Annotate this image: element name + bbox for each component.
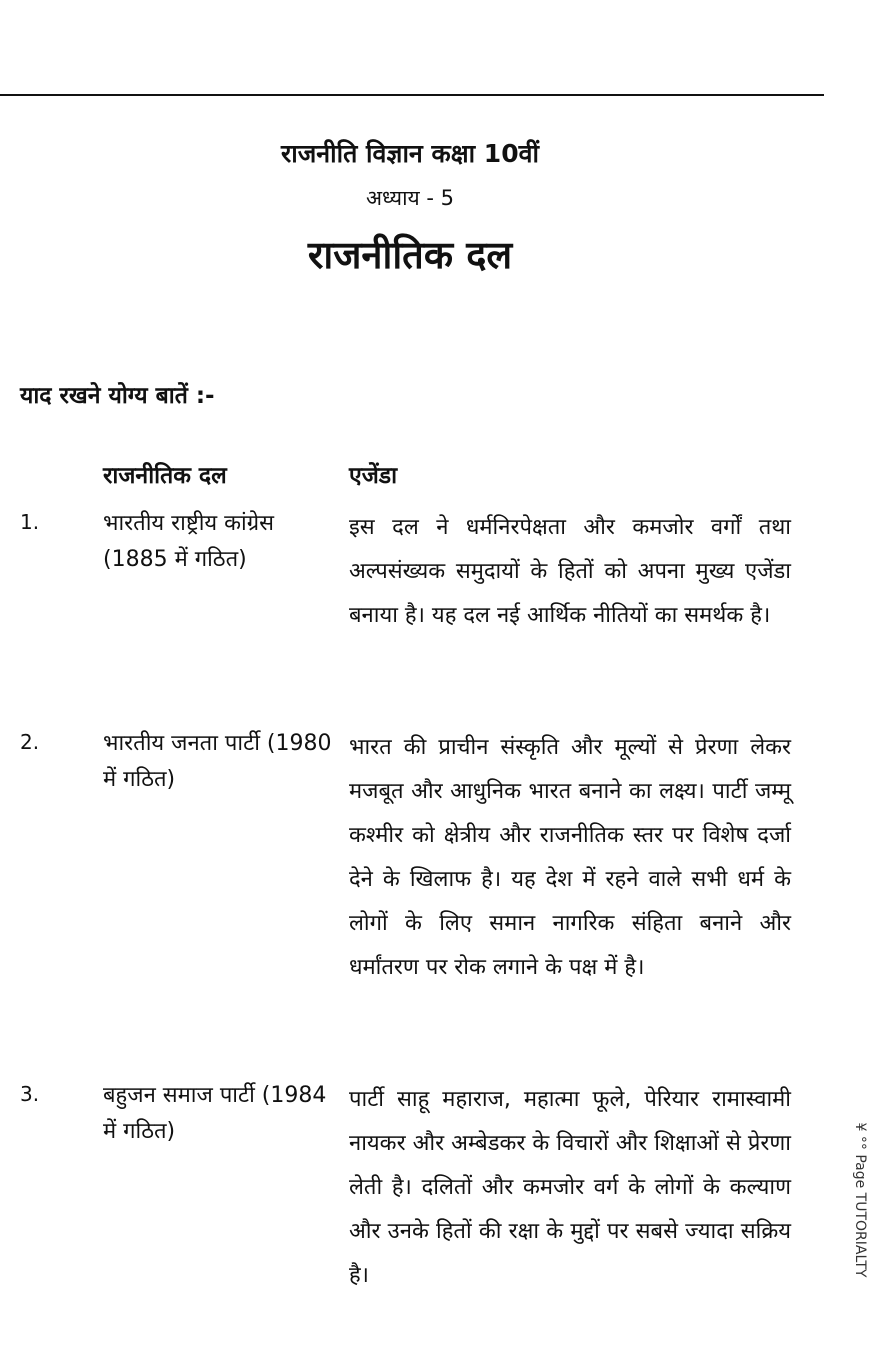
party-name: भारतीय राष्ट्रीय कांग्रेस (1885 में गठित)	[103, 511, 275, 572]
top-divider	[0, 94, 824, 96]
section-heading: याद रखने योग्य बातें :-	[20, 383, 215, 409]
entry-number: 2.	[20, 730, 40, 754]
chapter-title: राजनीतिक दल	[307, 233, 513, 277]
party-name: बहुजन समाज पार्टी (1984 में गठित)	[103, 1083, 327, 1144]
column-header-party: राजनीतिक दल	[103, 463, 227, 489]
subject-title: राजनीति विज्ञान कक्षा 10वीं	[281, 139, 539, 168]
watermark-text: ¥ °° Page TUTORIALTY	[852, 1122, 868, 1278]
margin-watermark	[846, 1110, 874, 1290]
party-agenda: भारत की प्राचीन संस्कृति और मूल्यों से प्रेरणा लेकर मजबूत और आधुनिक भारत बनाने का लक्ष्य। पार्टी जम्मू कश्मीर को क्षेत्रीय और राजनीतिक स्तर पर विशेष दर्जा देने के खिलाफ है। यह देश में रहने वाले सभी धर्म के लोगों के लिए समान नागरिक संहिता बनाने और धर्मांतरण पर रोक लगाने के पक्ष में है।	[349, 735, 791, 980]
column-header-agenda: एजेंडा	[349, 463, 398, 489]
party-name: भारतीय जनता पार्टी (1980 में गठित)	[103, 731, 332, 792]
party-agenda: इस दल ने धर्मनिरपेक्षता और कमजोर वर्गों तथा अल्पसंख्यक समुदायों के हितों को अपना मुख्य एजेंडा बनाया है। यह दल नई आर्थिक नीतियों का समर्थक है।	[349, 515, 791, 628]
party-agenda: पार्टी साहू महाराज, महात्मा फूले, पेरियार रामास्वामी नायकर और अम्बेडकर के विचारों और शिक्षाओं से प्रेरणा लेती है। दलितों और कमजोर वर्ग के लोगों के कल्याण और उनके हितों की रक्षा के मुद्दों पर सबसे ज्यादा सक्रिय है।	[349, 1087, 791, 1288]
entry-number: 1.	[20, 510, 40, 534]
chapter-label: अध्याय - 5	[365, 186, 455, 210]
entry-number: 3.	[20, 1082, 40, 1106]
